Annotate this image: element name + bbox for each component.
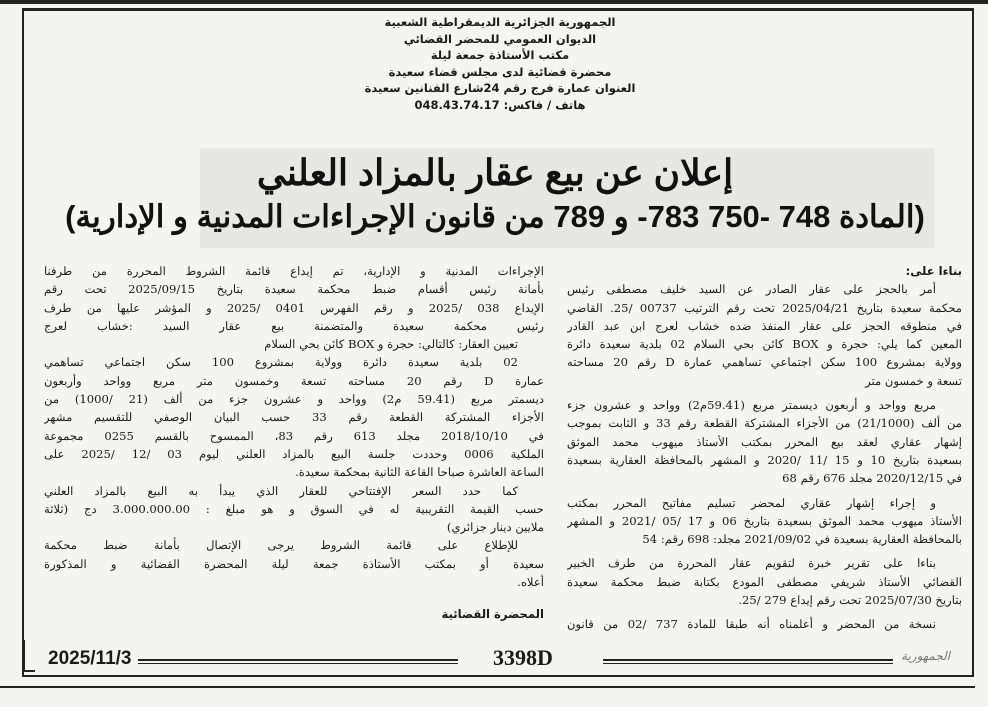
newspaper-logo: الجمهورية (901, 649, 950, 663)
text-line: بناءا على تقرير خبرة لتقويم عقار المحررة من طرف الخبير (567, 556, 936, 571)
footer-rule (138, 659, 458, 664)
text-line: الساعة العاشرة صباحا القاعة الثانية بمحكمة سعيدة. (295, 465, 544, 480)
text-line: من ألف (21/1000) من الأجزاء المشتركة القطعة رقم 33 و الثابت بموجب (567, 416, 962, 431)
signature-line: المحضرة القضائية (441, 607, 544, 622)
bottom-rule (0, 686, 975, 688)
text-line: وولاية بمشروع 100 سكن اجتماعي تساهمي عمارة D رقم 20 مساحته (567, 355, 962, 370)
issuer-header (300, 14, 700, 114)
text-line: و إجراء إشهار عقاري لمحضر تسليم مفاتيح المحرر بمكتب (567, 495, 936, 510)
header-line: محضرة قضائية لدى مجلس قضاء سعيدة (388, 64, 612, 79)
text-line: في 2018/10/10 مجلد 613 رقم 83، الممسوح بالقسم 0255 مجموعة (44, 428, 544, 443)
text-line: محكمة سعيدة بتاريخ 2025/04/21 تحت رقم الترتيب 00737 /25. القاضي (567, 300, 962, 315)
title-main: إعلان عن بيع عقار بالمزاد العلني (256, 152, 734, 193)
text-line: حسب القيمة التقريبية له في السوق و هو مبلغ : 3.000.000.00 دج (ثلاثة (44, 501, 544, 516)
text-line: بتاريخ 2025/07/30 تحت رقم إيداع 279 /25. (738, 593, 962, 608)
text-line: في منطوقه الحجز على عقار المنفذ ضده خشاب لعرج ابن عبد القادر (567, 318, 962, 333)
right-column (567, 262, 962, 634)
header-line: الجمهورية الجزائرية الديمقراطية الشعبية (384, 15, 616, 29)
text-line: بسعيدة بتاريخ 10 و 15 /11 /2020 و المشهر بالمحافظة العقارية بسعيدة (567, 452, 962, 467)
text-line: بناءا على: (905, 264, 962, 278)
text-line: أمر بالحجز على عقار الصادر عن السيد خليف مصطفى رئيس (567, 282, 936, 297)
text-line: ديسمتر مربع (59.41 م2) وواحد و عشرون جزء من ألف (21 /1000) من (44, 392, 544, 407)
text-line: نسخة من المحضر و أعلمناه أنه طبقا للمادة 737 /02 من قانون (567, 617, 936, 632)
header-line: هاتف / فاكس: 048.43.74.17 (414, 97, 586, 112)
ad-number: 3398D (493, 645, 553, 670)
text-line: القضائي الأستاذ شريفي مصطفى المودع بكتابة ضبط محكمة سعيدة (567, 574, 962, 589)
text-line: للإطلاع على قائمة الشروط يرجى الإتصال بأمانة ضبط محكمة (44, 538, 518, 553)
text-line: المعين كما يلي: حجرة و BOX كائن بحي السلام 02 بلدية سعيدة دائرة (567, 337, 962, 352)
text-line: كما حدد السعر الإفتتاحي للعقار الذي يبدأ به البيع بالمزاد العلني (44, 483, 518, 498)
text-line: تسعة و خمسون متر (865, 373, 962, 388)
text-line: تعيين العقار: كالتالي: حجرة و BOX كائن بحي السلام (264, 337, 518, 352)
text-line: سعيدة أو بمكتب الأستاذة جمعة ليلة المحضرة القضائية و المذكورة (44, 556, 544, 571)
text-line: الإيداع 038 /2025 و رقم الفهرس 0401 /2025 و المؤشر عليها من طرف (44, 300, 544, 315)
notice-title (60, 150, 930, 238)
text-line: الإجراءات المدنية و الإدارية، تم إيداع قائمة الشروط المحررة من طرفنا (44, 264, 544, 278)
text-line: بأمانة رئيس أقسام ضبط محكمة سعيدة بتاريخ 2025/09/15 تحت رقم (44, 282, 544, 297)
text-line: الأجزاء المشتركة القطعة رقم 33 حسب البيان الوصفي للتقسيم مشهر (44, 410, 544, 425)
text-line: عمارة D رقم 20 مساحته تسعة وخمسون متر مربع وواحد وأربعون (44, 373, 544, 388)
left-column (44, 262, 544, 624)
text-line: إشهار عقاري لعقد بيع المحرر بمكتب الأستاذ ميهوب محمد الموثق (567, 434, 962, 449)
text-line: رئيس محكمة سعيدة والمتضمنة بيع عقار السيد :خشاب لعرج (44, 318, 544, 333)
text-line: في 2020/12/15 مجلد 676 رقم 68 (782, 471, 962, 486)
text-line: أعلاه. (517, 575, 544, 590)
text-line: ملايين دينار جزائري) (446, 520, 544, 535)
text-line: 02 بلدية سعيدة دائرة وولاية بمشروع 100 سكن اجتماعي تساهمي (44, 355, 518, 370)
top-rule (0, 0, 988, 4)
text-line: مربع وواحد و أربعون ديسمتر مربع (59.41م2) وواحد و عشرون جزء (567, 398, 936, 413)
header-line: مكتب الأستاذة جمعة ليلة (430, 48, 570, 63)
title-subtitle: (المادة 748 -750 783- و 789 من قانون الإجراءات المدنية و الإدارية) (65, 199, 925, 234)
footer (28, 645, 968, 675)
footer-rule (603, 659, 893, 664)
header-line: الديوان العمومي للمحضر القضائي (403, 31, 597, 46)
header-line: العنوان عمارة فرج رقم 24شارع الفنانين سعيدة (364, 81, 636, 96)
publication-date: 2025/11/3 (48, 648, 132, 669)
text-line: الأستاذ ميهوب محمد الموثق بسعيدة بتاريخ 06 و 17 /05 /2021 و المشهر (567, 513, 962, 528)
text-line: بالمحافظة العقارية بسعيدة في 2021/09/02 مجلد: 698 رقم: 54 (642, 532, 962, 547)
text-line: الملكية 0006 وحددت جلسة البيع بالمزاد العلني ليوم 03 /12 /2025 على (44, 446, 544, 461)
